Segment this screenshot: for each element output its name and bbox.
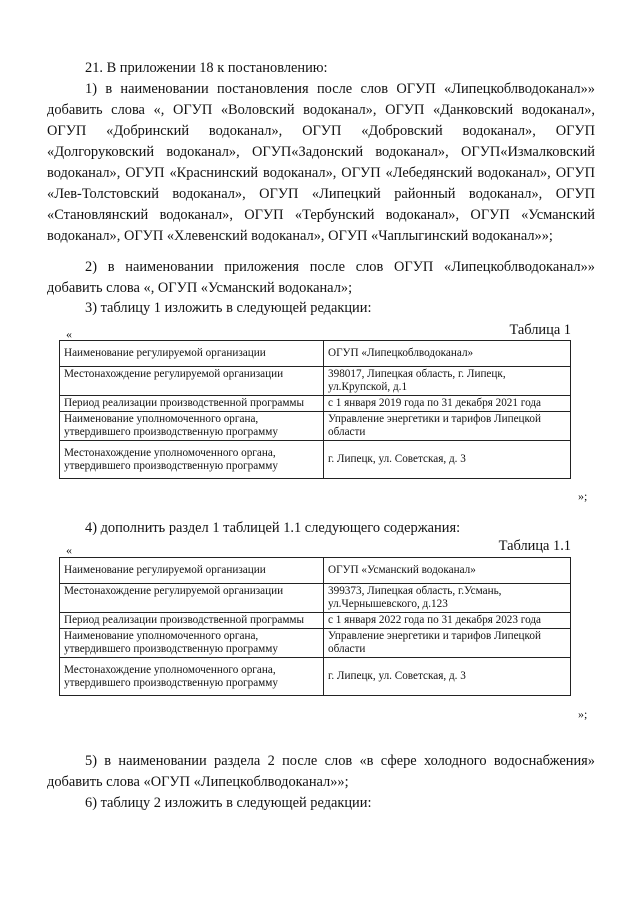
quote-open-2: « <box>66 543 72 557</box>
table-cell: 398017, Липецкая область, г. Липецк, ул.Крупской, д.1 <box>324 367 571 396</box>
table-cell: с 1 января 2019 года по 31 декабря 2021 года <box>324 396 571 412</box>
table-row <box>60 367 571 396</box>
table-cell: Период реализации производственной программы <box>60 396 324 412</box>
table-cell: Период реализации производственной программы <box>60 613 324 629</box>
table-cell: Местонахождение уполномоченного органа, утвердившего производственную программу <box>60 658 324 696</box>
table-cell: с 1 января 2022 года по 31 декабря 2023 года <box>324 613 571 629</box>
table-cell: Наименование регулируемой организации <box>60 558 324 584</box>
table-row <box>60 441 571 479</box>
paragraph-21: 21. В приложении 18 к постановлению: <box>85 60 328 76</box>
paragraph-6: 6) таблицу 2 изложить в следующей редакции: <box>85 795 372 811</box>
table-cell: Местонахождение уполномоченного органа, утвердившего производственную программу <box>60 441 324 479</box>
table-row <box>60 613 571 629</box>
table-row <box>60 558 571 584</box>
table-cell: Управление энергетики и тарифов Липецкой области <box>324 412 571 441</box>
paragraph-1: 1) в наименовании постановления после слов ОГУП «Липецкоблводоканал»» добавить слова «, ОГУП «Воловский водоканал», ОГУП «Данковский водоканал», ОГУП «Добринский водоканал», ОГУП «Добровский водоканал», ОГУП «Долгоруковский водоканал», ОГУП«Задонский водоканал», ОГУП«Измалковский водоканал», ОГУП «Краснинский водоканал», ОГУП «Лебедянский водоканал», ОГУП «Лев-Толстовский водоканал», ОГУП «Липецкий районный водоканал», ОГУП «Становлянский водоканал», ОГУП «Тербунский водоканал», ОГУП «Усманский водоканал», ОГУП «Хлевенский водоканал», ОГУП «Чаплыгинский водоканал»»; <box>47 81 595 244</box>
table-row <box>60 412 571 441</box>
table-cell: г. Липецк, ул. Советская, д. 3 <box>324 658 571 696</box>
table-row <box>60 629 571 658</box>
table1-caption: Таблица 1 <box>509 322 571 338</box>
table-cell: Местонахождение регулируемой организации <box>60 584 324 613</box>
table11-caption: Таблица 1.1 <box>498 538 571 554</box>
table-cell: Наименование уполномоченного органа, утвердившего производственную программу <box>60 412 324 441</box>
table-row <box>60 658 571 696</box>
table-cell: Местонахождение регулируемой организации <box>60 367 324 396</box>
quote-close-1: »; <box>578 489 588 503</box>
quote-open-1: « <box>66 327 72 341</box>
table-cell: Наименование регулируемой организации <box>60 341 324 367</box>
table-1-1 <box>59 557 571 696</box>
table-row <box>60 341 571 367</box>
paragraph-3: 3) таблицу 1 изложить в следующей редакции: <box>85 300 372 316</box>
paragraph-5: 5) в наименовании раздела 2 после слов «в сфере холодного водоснабжения» добавить слова «ОГУП «Липецкоблводоканал»»; <box>47 753 595 790</box>
table-row <box>60 584 571 613</box>
table-cell: ОГУП «Усманский водоканал» <box>324 558 571 584</box>
table-cell: Управление энергетики и тарифов Липецкой области <box>324 629 571 658</box>
table-cell: 399373, Липецкая область, г.Усмань, ул.Чернышевского, д.123 <box>324 584 571 613</box>
quote-close-2: »; <box>578 707 588 721</box>
paragraph-2: 2) в наименовании приложения после слов ОГУП «Липецкоблводоканал»» добавить слова «, ОГУП «Усманский водоканал»; <box>47 259 595 296</box>
table-1 <box>59 340 571 479</box>
table-cell: Наименование уполномоченного органа, утвердившего производственную программу <box>60 629 324 658</box>
table-cell: ОГУП «Липецкоблводоканал» <box>324 341 571 367</box>
table-cell: г. Липецк, ул. Советская, д. 3 <box>324 441 571 479</box>
table-row <box>60 396 571 412</box>
paragraph-4: 4) дополнить раздел 1 таблицей 1.1 следующего содержания: <box>85 520 461 536</box>
